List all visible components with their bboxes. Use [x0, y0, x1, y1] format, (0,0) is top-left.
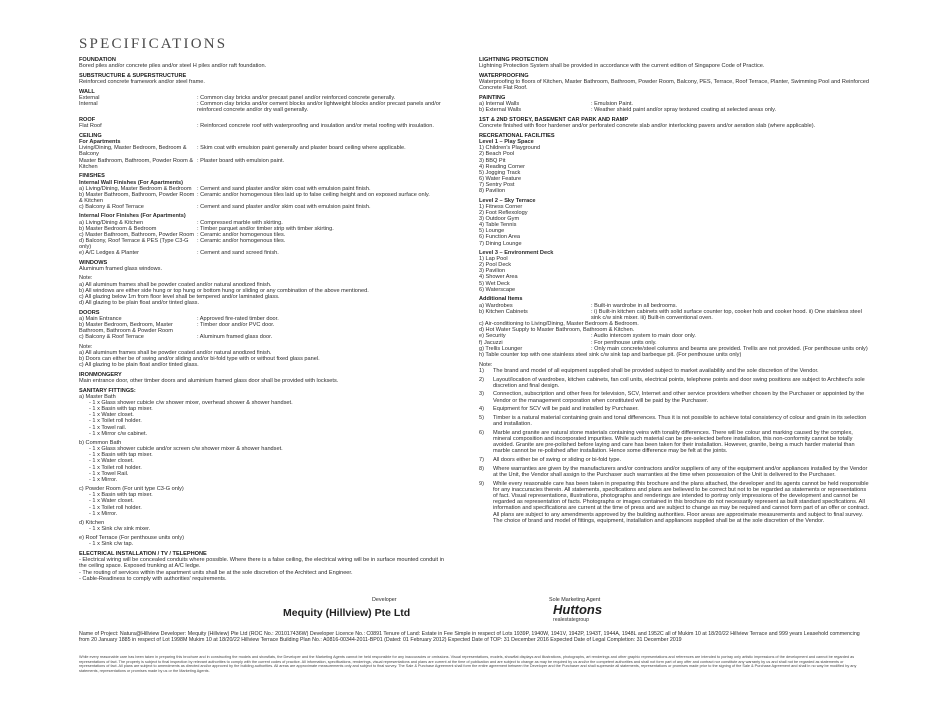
spec-key: Flat Roof: [79, 123, 102, 130]
note-row: [479, 391, 871, 403]
spec-key: f) Jacuzzi: [479, 339, 503, 346]
sanitary-group-title: c) Powder Room (For unit type C3-G only): [79, 486, 184, 493]
spec-row: [79, 123, 447, 129]
sanitary-item: - 1 x Towel Rail.: [89, 470, 129, 477]
note-text: Marble and granite are natural stone materials containing veins with tonality differences. There will be colour and marking caused by the complex, mineral composition and incorporated impurities. While such material can be pre-selected before installation, this non-conformity cannot be totally avoided. Granite are pre-polished before laying and care has been taken for their installation. However, granite, being a much harder material than marble cannot be re-polished after installation. Hence some difference may be felt at the joints.: [493, 429, 855, 455]
spec-row: [79, 158, 447, 170]
facility-item: 3) Outdoor Gym: [479, 215, 520, 222]
sanitary-item: - 1 x Toilet roll holder.: [89, 504, 142, 511]
marketing-agent-label: Sole Marketing Agent: [549, 597, 601, 603]
sanitary-item: - 1 x Basin with tap mixer.: [89, 452, 153, 459]
note-row: [479, 466, 871, 478]
note-label: Note:: [79, 343, 93, 350]
spec-value: : Skim coat with emulsion paint generally and plaster board ceiling where applicable.: [197, 145, 406, 152]
facility-item: 2) Beach Pool: [479, 151, 515, 158]
spec-key: b) Master Bathroom, Bathroom, Powder Room & Kitchen: [79, 191, 195, 205]
note-item: a) All aluminum frames shall be powder coated and/or natural anodized finish.: [79, 281, 272, 288]
spec-key: a) Living/Dining & Kitchen: [79, 219, 144, 226]
spec-value: : Weather shield paint and/or spray textured coating at selected areas only.: [591, 107, 777, 114]
spec-key: a) Living/Dining, Master Bedroom & Bedroom: [79, 185, 192, 192]
sanitary-item: - 1 x Water closet.: [89, 498, 134, 505]
sanitary-item: - 1 x Mirror.: [89, 476, 118, 483]
note-row: [479, 415, 871, 427]
spec-value: : Timber parquet and/or timber strip with timber skirting.: [197, 225, 334, 232]
spec-value: : Aluminum framed glass door.: [197, 334, 273, 341]
sanitary-item: - 1 x Glass shower cubicle c/w shower mixer, overhead shower & shower handset.: [89, 400, 293, 406]
note-number: 2): [479, 376, 484, 383]
facility-item: 6) Function Area: [479, 234, 521, 241]
spec-value: : Timber door and/or PVC door.: [197, 322, 275, 329]
spec-value: : Built-in wardrobe in all bedrooms.: [591, 302, 678, 309]
lightning-section: [479, 57, 871, 69]
spec-row: [79, 204, 447, 210]
spec-value: : Common clay bricks and/or cement blocks and/or lightweight blocks and/or precast panels and/or reinforced concrete and/or dry wall generally.: [197, 101, 441, 114]
note-number: 7): [479, 457, 484, 464]
spec-row: [479, 309, 871, 321]
spec-value: : Cement and sand screed finish.: [197, 250, 279, 257]
sanitary-item: - 1 x Toilet roll holder.: [89, 464, 142, 471]
sanitary-group-title: a) Master Bath: [79, 393, 116, 400]
electrical-item: - Cable-Readiness to comply with authorities' requirements.: [79, 575, 227, 582]
facility-item: 2) Foot Reflexology: [479, 209, 528, 216]
note-item: d) All glazing to be plain float and/or tinted glass.: [79, 300, 200, 307]
wall-finishes-subheading: Internal Wall Finishes (For Apartments): [79, 179, 184, 186]
roof-section: [79, 117, 447, 129]
spec-value: : Approved fire-rated timber door.: [197, 315, 279, 322]
sanitary-item: - 1 x Toilet roll holder.: [89, 418, 142, 425]
facility-item: 1) Lap Pool: [479, 255, 508, 262]
note-text: Where warranties are given by the manufacturers and/or contractors and/or suppliers of any of the equipment and/or appliances installed by the Vendor at the Unit, the Vendor shall assign to the Purchaser such warranties at the time when possession of the Unit is delivered to the Purchaser.: [493, 465, 868, 479]
spec-row: [79, 250, 447, 256]
developer-name: Mequity (Hillview) Pte Ltd: [283, 607, 411, 619]
note-text: The brand and model of all equipment supplied shall be provided subject to market availability and the sole discretion of the Vendor.: [493, 367, 819, 374]
note-number: 4): [479, 406, 484, 413]
notes-section: [479, 362, 871, 524]
spec-key: a) Wardrobes: [479, 302, 513, 309]
ceiling-subheading: For Apartments: [79, 139, 121, 146]
note-row: [479, 406, 871, 412]
note-row: [479, 457, 871, 463]
doors-heading: DOORS: [79, 309, 100, 316]
note-item: c) All glazing to be plain float and/or tinted glass.: [79, 362, 199, 369]
spec-value: : Ceramic and/or homogenous tiles laid up to false ceiling height and on exposed surface only.: [197, 191, 430, 198]
windows-text: Aluminum framed glass windows.: [79, 266, 163, 273]
note-text: While every reasonable care has been taken in preparing this brochure and the plans attached, the developer and its agents cannot be held responsible for any inaccuracies therein. All statements, specifications and plans are believed to be correct but not to be regarded as statements or representations of fact. Visual representations, illustrations, photographs and renderings are intended to portray only impressions of the development and cannot be regarded as representation of facts. Photographs or images contained in this brochure do not necessarily represent as built standard specifications. All information and specifications are current at the time of press and are subject to change as may be required and cannot form part of an offer or contract. All plans are subject to any amendments approved by the building authorities. Floor areas are approximate measurements and subject to final survey. The choice of brand and model of fittings, equipment, installation and appliances supplied shall be at the sole discretion of the Vendor.: [493, 480, 870, 524]
spec-key: c) Master Bathroom, Bathroom, Powder Room: [79, 231, 195, 238]
spec-value: : Reinforced concrete roof with waterproofing and insulation and/or metal roofing with insulation.: [197, 123, 434, 130]
note-text: All doors either be of swing or sliding or bi-fold type.: [493, 457, 622, 464]
facility-item: 3) Pavilion: [479, 268, 506, 275]
spec-key: b) Master Bedroom & Bedroom: [79, 225, 157, 232]
huttons-logo: [553, 603, 643, 625]
ceiling-section: [79, 133, 447, 170]
note-number: 3): [479, 391, 484, 398]
ironmongery-text: Main entrance door, other timber doors and aluminium framed glass door shall be provided with locksets.: [79, 377, 339, 384]
note-text: Timber is a natural material containing grain and tonal differences. Thus it is not possible to achieve total consistency of colour and grain in its selection and installation.: [493, 415, 867, 428]
note-row: [479, 377, 871, 389]
spec-value: : For penthouse units only.: [591, 339, 657, 346]
note-number: 9): [479, 480, 484, 487]
recreational-section: [479, 133, 871, 293]
note-item: c) All glazing below 1m from floor level shall be tempered and/or laminated glass.: [79, 293, 280, 300]
note-label: Note:: [79, 275, 93, 282]
note-text: Connection, subscription and other fees for television, SCV, Internet and other service providers whether chosen by the Purchaser or appointed by the Vendor or the management corporation when constituted will be paid by the Purchaser.: [493, 391, 865, 404]
spec-value: : Ceramic and/or homogenous tiles.: [197, 238, 286, 245]
note-item: a) All aluminum frames shall be powder coated and/or natural anodized finish.: [79, 349, 272, 356]
spec-value: : Common clay bricks and/or precast panel and/or reinforced concrete generally.: [197, 94, 396, 101]
facility-item: 2) Pool Deck: [479, 262, 512, 269]
spec-row: [79, 238, 447, 250]
sanitary-item: - 1 x Sink c/w tap.: [89, 541, 134, 548]
level-title: Level 2 – Sky Terrace: [479, 197, 536, 204]
spec-key: d) Balcony, Roof Terrace & PES (Type C3-G only): [79, 238, 189, 251]
floor-finishes-subheading: Internal Floor Finishes (For Apartments): [79, 213, 186, 220]
recreational-heading: RECREATIONAL FACILITIES: [479, 132, 555, 139]
additional-item: c) Air-conditioning to Living/Dining, Master Bedroom & Bedroom.: [479, 321, 639, 328]
huttons-logo-subtext: realestategroup: [553, 617, 590, 623]
sanitary-item: - 1 x Mirror c/w cabinet.: [89, 430, 148, 437]
note-label: Note:: [479, 361, 493, 368]
sanitary-item: - 1 x Basin with tap mixer.: [89, 406, 153, 413]
facility-item: 6) Waterscape: [479, 286, 516, 293]
spec-value: : Ceramic and/or homogenous tiles.: [197, 231, 286, 238]
developer-label: Developer: [372, 597, 397, 603]
sanitary-heading: SANITARY FITTINGS:: [79, 387, 136, 394]
electrical-heading: ELECTRICAL INSTALLATION / TV / TELEPHONE: [79, 551, 207, 558]
wall-heading: WALL: [79, 88, 95, 95]
spec-key: b) Kitchen Cabinets: [479, 308, 528, 315]
spec-key: a) Internal Walls: [479, 101, 520, 108]
spec-value: : i) Built-in kitchen cabinets with solid surface counter top, cooker hob and cooker hood. ii) One stainless steel sink c/w sink mixer. iii) Built-in conventional oven.: [591, 308, 862, 321]
waterproofing-section: [479, 73, 871, 91]
additional-section: [479, 296, 871, 358]
sanitary-item: - 1 x Glass shower cubicle and/or screen c/w shower mixer & shower handset.: [89, 446, 283, 453]
waterproofing-text: Waterproofing to floors of Kitchen, Master Bathroom, Bathroom, Powder Room, Balcony, PES, Terrace, Roof Terrace, Planter, Swimming Pool and Reinforced Concrete Flat Roof.: [479, 79, 869, 92]
sanitary-item: - 1 x Mirror.: [89, 510, 118, 517]
facility-item: 4) Reading Corner: [479, 163, 526, 170]
foundation-section: [79, 57, 447, 69]
sanitary-group-title: b) Common Bath: [79, 439, 122, 446]
facility-item: 3) BBQ Pit: [479, 157, 506, 164]
painting-heading: PAINTING: [479, 94, 506, 101]
facility-item: 7) Sentry Post: [479, 182, 515, 189]
spec-row: [79, 145, 447, 157]
spec-row: [79, 101, 447, 113]
electrical-section: [79, 551, 447, 582]
spec-value: : Cement and sand plaster and/or skim coat with emulsion paint finish.: [197, 204, 371, 211]
facility-item: 5) Jogging Track: [479, 169, 521, 176]
level-title: Level 1 – Play Space: [479, 139, 534, 146]
waterproofing-heading: WATERPROOFING: [479, 72, 529, 79]
left-column: [79, 57, 447, 585]
electrical-item: - The routing of services within the apartment units shall be at the sole discretion of the Architect and Engineer.: [79, 569, 353, 576]
ironmongery-section: [79, 372, 447, 384]
additional-heading: Additional Items: [479, 296, 523, 303]
facility-item: 1) Children's Playground: [479, 145, 541, 152]
spec-key: a) Main Entrance: [79, 315, 122, 322]
substructure-section: [79, 73, 447, 85]
right-column: [479, 57, 871, 528]
finishes-heading: FINISHES: [79, 173, 105, 180]
ceiling-heading: CEILING: [79, 132, 102, 139]
facility-item: 6) Water Feature: [479, 176, 522, 183]
sanitary-section: [79, 388, 447, 548]
spec-row: [79, 334, 447, 340]
legal-particulars: Name of Project: Natura@Hillview Developer: Mequity (Hillview) Pte Ltd (ROC No.: 201017436W) Developer Licence No.: C0891 Tenure of Land: Estate in Fee Simple in respect of Lots 1939P, 1940W, 1941V, 1942P, 1943T, 1944A, 1948L and 1952C all of Mukim 10 at 18/20/22 Hillview Terrace and 999 years Leasehold commencing from 20 January 1885 in respect of Lot 1998M Mukim 10 at 18/20/22 Hillview Terrace Building Plan No.: A0816-00344-2011-BP01 (Dated: 01 February 2012) Expected Date of TOP: 31 December 2016 Expected Date of Legal Completion: 31 December 2019: [79, 631, 860, 644]
note-row: [479, 368, 871, 374]
windows-section: [79, 260, 447, 306]
note-number: 6): [479, 429, 484, 436]
disclaimer-text: While every reasonable care has been taken in preparing this brochure and in constructing the models and showflats, the Developer and the Marketing Agents cannot be held responsible for any inaccuracies or omissions. Visual representations, models, showflat displays and illustrations, photographs, art renderings and other graphic representations and references are intended to portray only artistic impressions of the development and cannot be regarded as representations of fact. The property is subject to final inspection by relevant authorities to comply with the current codes of practice. All information, specifications, renderings, visual representations and plans are current at the time of publication and are subject to change as may be required by us and/or the competent authorities and shall not form part of any offer and contract nor constitute any warranty by us and shall not be regarded as statements or representations of fact. All plans are subject to amendments as directed and/or approved by the building authorities. All areas are approximate measurements only and subject to final survey. The Sale & Purchase Agreement shall form the entire agreement between the Developer and the Purchaser and shall supersede all statements, representations or promises made prior to the signing of the Sale & Purchase Agreement and shall in no way be modified by any statements, representations or promises made by us or the Marketing Agents.: [79, 655, 857, 673]
sanitary-group-title: d) Kitchen: [79, 519, 105, 526]
spec-row: [79, 192, 447, 204]
additional-item: h) Table counter top with one stainless steel sink c/w sink tap and barbeque pit. (For penthouse units only): [479, 351, 742, 358]
spec-row: [479, 107, 871, 113]
spec-key: Living/Dining, Master Bedroom, Bedroom & Balcony: [79, 145, 187, 158]
note-item: b) Doors can either be of swing and/or sliding and/or bi-fold type with or without fixed glass panel.: [79, 355, 320, 362]
note-row: [479, 481, 871, 524]
spec-value: : Audio intercom system to main door only.: [591, 333, 696, 340]
electrical-item: - Electrical wiring will be concealed conduits where possible. Where there is a false ceiling, the electrical wiring will be in surface mounted conduit in the ceiling space. Exposed trunking at A/C ledge.: [79, 557, 445, 570]
facility-item: 1) Fitness Corner: [479, 203, 523, 210]
spec-row: [79, 322, 447, 334]
spec-value: : Emulsion Paint.: [591, 101, 633, 108]
spec-value: : Plaster board with emulsion paint.: [197, 157, 285, 164]
note-number: 1): [479, 367, 484, 374]
page-title: SPECIFICATIONS: [79, 36, 228, 52]
spec-key: External: [79, 94, 100, 101]
sanitary-item: - 1 x Water closet.: [89, 412, 134, 419]
spec-key: b) Master Bedroom, Bedroom, Master Bathroom, Bathroom & Powder Room: [79, 322, 173, 335]
facility-item: 4) Shower Area: [479, 274, 518, 281]
sanitary-item: - 1 x Basin with tap mixer.: [89, 492, 153, 499]
spec-value: : Cement and sand plaster and/or skim coat with emulsion paint finish.: [197, 185, 371, 192]
foundation-heading: FOUNDATION: [79, 57, 116, 63]
lightning-heading: LIGHTNING PROTECTION: [479, 57, 548, 63]
lightning-text: Lightning Protection System shall be provided in accordance with the current edition of Singapore Code of Practice.: [479, 63, 765, 70]
sanitary-item: - 1 x Sink c/w sink mixer.: [89, 525, 151, 532]
spec-key: g) Trellis Lounger: [479, 345, 523, 352]
doors-section: [79, 310, 447, 368]
additional-item: d) Hot Water Supply to Master Bathroom, Bathroom & Kitchen.: [479, 327, 635, 334]
sanitary-item: - 1 x Towel rail.: [89, 424, 127, 431]
spec-key: e) Security: [479, 333, 506, 340]
windows-heading: WINDOWS: [79, 260, 108, 267]
facility-item: 5) Lounge: [479, 228, 505, 235]
spec-key: Master Bathroom, Bathroom, Powder Room & Kitchen: [79, 157, 194, 170]
note-text: Equipment for SCV will be paid and installed by Purchaser.: [493, 406, 639, 413]
spec-row: [479, 346, 871, 352]
facility-item: 4) Table Tennis: [479, 222, 517, 229]
wall-section: [79, 89, 447, 114]
substructure-text: Reinforced concrete framework and/or steel frame.: [79, 79, 205, 86]
spec-value: : Only main concrete/steel columns and beams are provided. Trellis are not provided. (For penthouse units only): [591, 345, 868, 352]
carpark-text: Concrete finished with floor hardener and/or perforated concrete slab and/or interlocking pavers and/or aeration slab (where applicable).: [479, 123, 816, 130]
facility-item: 5) Wet Deck: [479, 280, 510, 287]
carpark-heading: 1ST & 2ND STOREY, BASEMENT CAR PARK AND RAMP: [479, 117, 629, 124]
spec-key: e) A/C Ledges & Planter: [79, 250, 140, 257]
painting-section: [479, 95, 871, 113]
carpark-section: [479, 117, 871, 129]
note-number: 8): [479, 465, 484, 472]
substructure-heading: SUBSTRUCTURE & SUPERSTRUCTURE: [79, 72, 187, 79]
finishes-section: [79, 173, 447, 256]
huttons-logo-text: Huttons: [553, 602, 603, 617]
roof-heading: ROOF: [79, 117, 96, 124]
foundation-text: Bored piles and/or concrete piles and/or steel H piles and/or raft foundation.: [79, 63, 267, 70]
note-item: b) All windows are either side hung or top hung or bottom hung or sliding or any combination of the above mentioned.: [79, 287, 369, 294]
note-row: [479, 430, 871, 455]
sanitary-item: - 1 x Water closet.: [89, 458, 134, 465]
note-text: Layout/location of wardrobes, kitchen cabinets, fan coil units, electrical points, telephone points and door swing positions are subject to Architect's sole discretion and final design.: [493, 376, 865, 389]
spec-key: b) External Walls: [479, 107, 522, 114]
level-title: Level 3 – Environment Deck: [479, 249, 554, 256]
facility-item: 8) Pavilion: [479, 188, 506, 195]
ironmongery-heading: IRONMONGERY: [79, 371, 122, 378]
spec-key: c) Balcony & Roof Terrace: [79, 204, 144, 211]
spec-value: : Compressed marble with skirting.: [197, 219, 283, 226]
spec-key: c) Balcony & Roof Terrace: [79, 334, 144, 341]
sanitary-group-title: e) Roof Terrace (For penthouse units only): [79, 535, 184, 542]
facility-item: 7) Dining Lounge: [479, 240, 522, 247]
note-number: 5): [479, 415, 484, 422]
spec-key: Internal: [79, 101, 98, 108]
